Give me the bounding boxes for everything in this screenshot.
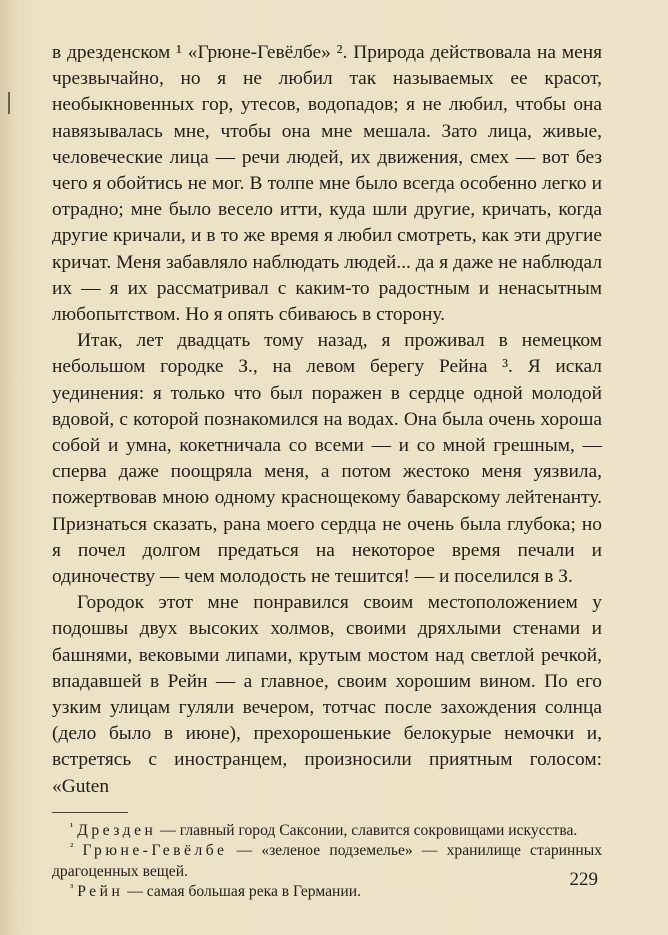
footnote-text: — «зеленое подземелье» — хранилище старинных драгоценных вещей. xyxy=(52,842,602,880)
footnote-term: Грюне-Гевёлбе xyxy=(82,842,228,860)
footnote-1 xyxy=(52,821,602,842)
footnote-term: Рейн xyxy=(77,883,124,901)
main-text xyxy=(52,40,602,800)
footnote-text: — главный город Саксонии, славится сокровищами искусства. xyxy=(156,821,578,839)
footnote-mark: ³ xyxy=(70,882,74,895)
footnote-term: Дрезден xyxy=(77,821,157,839)
footnotes xyxy=(52,821,602,903)
page-number: 229 xyxy=(569,869,598,890)
footnote-3 xyxy=(52,882,602,903)
footnote-2 xyxy=(52,841,602,882)
footnote-rule xyxy=(52,812,128,813)
margin-mark xyxy=(8,92,10,114)
footnote-mark: ² xyxy=(70,841,74,854)
footnote-mark: ¹ xyxy=(70,820,74,833)
paragraph-3: Городок этот мне понравился своим местоположением у подошвы двух высоких холмов, своими дряхлыми стенами и башнями, вековыми липами, крутым мостом над светлой речкой, впадавшей в Рейн — а главное, своим хорошим вином. По его узким улицам гуляли вечером, тотчас после захождения солнца (дело было в июне), прехорошенькие белокурые немочки и, встретясь с иностранцем, произносили приятным голосом: «Guten xyxy=(52,592,602,797)
footnote-text: — самая большая река в Германии. xyxy=(123,883,361,901)
paragraph-1: в дрезденском ¹ «Грюне-Гевёлбе» ². Природа действовала на меня чрезвычайно, но я не любил так называемых ее красот, необыкновенных гор, утесов, водопадов; я не любил, чтобы она навязывалась мне, чтобы она мне мешала. Зато лица, живые, человеческие лица — речи людей, их движения, смех — вот без чего я обойтись не мог. В толпе мне было всегда особенно легко и отрадно; мне было весело итти, куда шли другие, кричать, когда другие кричали, и в то же время я любил смотреть, как эти другие кричат. Меня забавляло наблюдать людей... да я даже не наблюдал их — я их рассматривал с каким-то радостным и ненасытным любопытством. Но я опять сбиваюсь в сторону. xyxy=(52,42,602,326)
paragraph-2: Итак, лет двадцать тому назад, я проживал в немецком небольшом городке З., на левом берегу Рейна ³. Я искал уединения: я только что был поражен в сердце одной молодой вдовой, с которой познакомился на водах. Она была очень хороша собой и умна, кокетничала со всеми — и со мной грешным, — сперва даже поощряла меня, а потом жестоко меня уязвила, пожертвовав мною одному краснощекому баварскому лейтенанту. Признаться сказать, рана моего сердца не очень была глубока; но я почел долгом предаться на некоторое время печали и одиночеству — чем молодость не тешится! — и поселился в З. xyxy=(52,330,602,588)
